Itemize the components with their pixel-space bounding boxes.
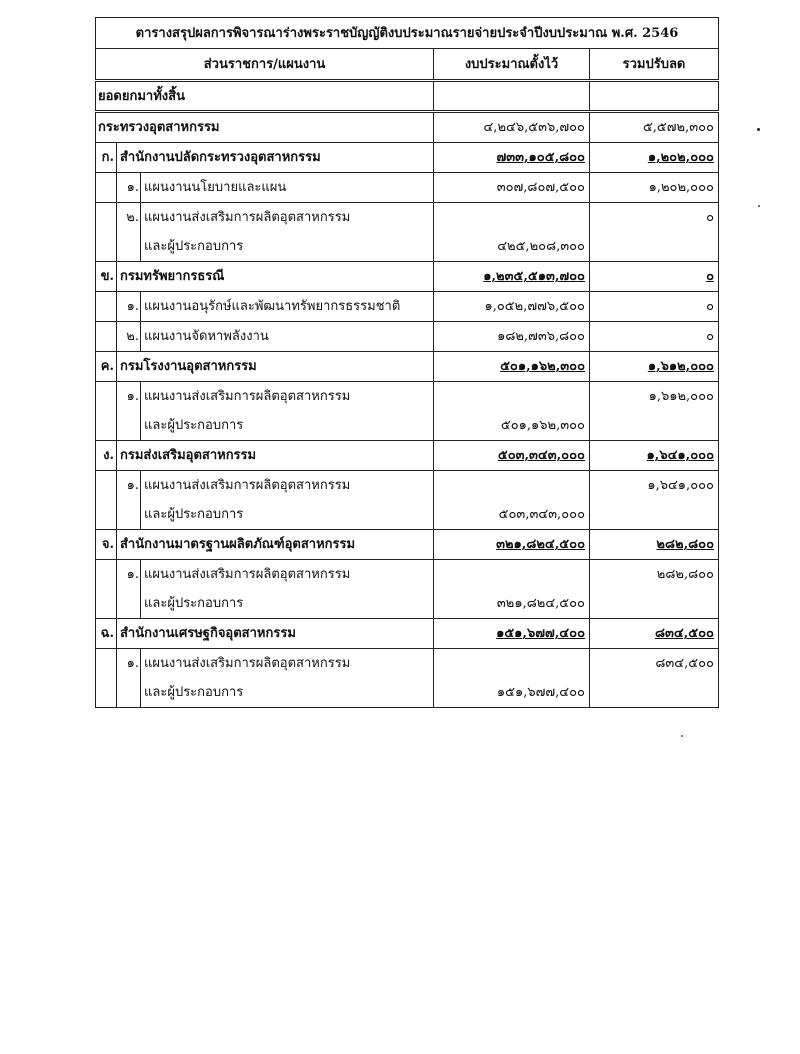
group-cut: ๑,๒๐๒,๐๐๐	[647, 150, 714, 165]
header-agency: ส่วนราชการ/แผนงาน	[96, 49, 434, 81]
budget-summary-sheet	[95, 17, 718, 708]
plan-cut: ๐	[706, 329, 714, 344]
plan-row	[96, 203, 719, 233]
group-cut: ๘๓๔,๕๐๐	[655, 626, 714, 641]
plan-row-continued	[96, 232, 719, 262]
plan-number-cell	[117, 322, 141, 351]
indent-column	[96, 292, 117, 321]
group-letter: ก.	[101, 150, 114, 165]
plan-number-cell	[117, 173, 141, 202]
plan-row	[96, 382, 719, 412]
indent-column	[96, 382, 117, 411]
plan-row	[96, 173, 719, 203]
plan-name: แผนงานส่งเสริมการผลิตอุตสาหกรรม	[144, 656, 351, 671]
plan-name-cell	[96, 500, 434, 530]
plan-budget: ๔๒๕,๒๐๘,๓๐๐	[497, 239, 585, 254]
plan-name: และผู้ประกอบการ	[144, 685, 244, 700]
plan-name: และผู้ประกอบการ	[144, 418, 244, 433]
group-name-cell	[96, 143, 434, 173]
plan-name-cell	[96, 411, 434, 441]
plan-number-cell	[117, 589, 141, 618]
group-name-cell	[96, 619, 434, 649]
group-cut: ๐	[706, 269, 714, 284]
plan-row	[96, 471, 719, 501]
plan-number-cell	[117, 500, 141, 529]
indent-column	[96, 678, 117, 707]
plan-number: ๑.	[126, 656, 139, 671]
group-budget: ๕๐๑,๑๖๒,๓๐๐	[500, 359, 585, 374]
plan-number-cell	[117, 411, 141, 440]
group-name: กรมส่งเสริมอุตสาหกรรม	[120, 448, 257, 463]
group-name: สำนักงานมาตรฐานผลิตภัณฑ์อุตสาหกรรม	[120, 537, 356, 552]
plan-row	[96, 560, 719, 590]
group-cut: ๑,๖๑๒,๐๐๐	[647, 359, 714, 374]
indent-column	[96, 203, 117, 232]
plan-name-cell	[96, 382, 434, 412]
group-letter: ข.	[100, 269, 114, 284]
table-header-row	[96, 49, 719, 81]
plan-name: แผนงานนโยบายและแผน	[144, 180, 287, 195]
plan-row-continued	[96, 500, 719, 530]
plan-row	[96, 322, 719, 352]
budget-table	[95, 17, 719, 708]
indent-column	[96, 560, 117, 589]
plan-name-cell	[96, 560, 434, 590]
plan-number-cell	[117, 560, 141, 589]
ministry-budget: ๔,๒๔๖,๕๓๖,๗๐๐	[434, 112, 590, 143]
plan-number: ๒.	[126, 210, 139, 225]
group-cut: ๑,๖๔๑,๐๐๐	[646, 448, 714, 463]
plan-number-cell	[117, 678, 141, 707]
group-budget: ๑,๒๓๕,๕๑๓,๗๐๐	[483, 269, 585, 284]
ministry-name: กระทรวงอุตสาหกรรม	[96, 112, 434, 143]
plan-number-cell	[117, 203, 141, 232]
indent-column	[96, 322, 117, 351]
scan-speck	[758, 205, 760, 207]
plan-name: และผู้ประกอบการ	[144, 596, 244, 611]
plan-budget: ๕๐๑,๑๖๒,๓๐๐	[500, 418, 585, 433]
plan-name: และผู้ประกอบการ	[144, 507, 244, 522]
indent-column	[96, 471, 117, 500]
group-letter: ค.	[100, 359, 114, 374]
plan-row	[96, 292, 719, 322]
plan-budget: ๑๘๒,๗๓๖,๘๐๐	[497, 329, 585, 344]
group-budget: ๕๐๓,๓๔๓,๐๐๐	[497, 448, 585, 463]
group-name-cell	[96, 262, 434, 292]
plan-name-cell	[96, 678, 434, 708]
plan-number-cell	[117, 649, 141, 678]
carried-forward-label: ยอดยกมาทั้งสิ้น	[96, 81, 434, 112]
carried-forward-budget	[434, 81, 590, 112]
plan-row	[96, 649, 719, 679]
budget-table-body	[96, 18, 719, 708]
plan-number: ๑.	[126, 299, 139, 314]
group-name-cell	[96, 352, 434, 382]
group-cut: ๒๘๒,๘๐๐	[656, 537, 714, 552]
group-budget: ๓๒๑,๘๒๔,๕๐๐	[496, 537, 585, 552]
plan-number: ๑.	[126, 389, 139, 404]
plan-cut: ๘๓๔,๕๐๐	[655, 656, 714, 671]
header-cut: รวมปรับลด	[590, 49, 719, 81]
plan-name-cell	[96, 173, 434, 203]
group-name: สำนักงานเศรษฐกิจอุตสาหกรรม	[120, 626, 296, 641]
plan-name: แผนงานส่งเสริมการผลิตอุตสาหกรรม	[144, 567, 351, 582]
group-letter: ง.	[103, 448, 114, 463]
group-name-cell	[96, 530, 434, 560]
group-letter: ฉ.	[100, 626, 114, 641]
plan-number: ๑.	[126, 567, 139, 582]
indent-column	[96, 173, 117, 202]
plan-number: ๑.	[126, 180, 139, 195]
plan-name: แผนงานอนุรักษ์และพัฒนาทรัพยากรธรรมชาติ	[144, 299, 401, 314]
indent-column	[96, 500, 117, 529]
plan-name: แผนงานส่งเสริมการผลิตอุตสาหกรรม	[144, 478, 351, 493]
plan-name: แผนงานจัดหาพลังงาน	[144, 329, 269, 344]
group-name: กรมโรงงานอุตสาหกรรม	[120, 359, 257, 374]
group-row	[96, 441, 719, 471]
group-name-cell	[96, 441, 434, 471]
plan-cut: ๐	[706, 210, 714, 225]
plan-name-cell	[96, 232, 434, 262]
plan-row-continued	[96, 589, 719, 619]
group-name: กรมทรัพยากรธรณี	[120, 269, 225, 284]
ministry-row	[96, 112, 719, 143]
group-budget: ๗๓๓,๑๐๕,๘๐๐	[496, 150, 585, 165]
plan-budget: ๑๕๑,๖๗๗,๔๐๐	[496, 685, 585, 700]
plan-name-cell	[96, 649, 434, 679]
group-row	[96, 352, 719, 382]
plan-name: แผนงานส่งเสริมการผลิตอุตสาหกรรม	[144, 210, 351, 225]
plan-budget: ๑,๐๕๒,๗๗๖,๕๐๐	[484, 299, 585, 314]
plan-number: ๑.	[126, 478, 139, 493]
plan-name-cell	[96, 203, 434, 233]
plan-number-cell	[117, 471, 141, 500]
table-title-row	[96, 18, 719, 49]
group-name: สำนักงานปลัดกระทรวงอุตสาหกรรม	[120, 150, 321, 165]
plan-cut: ๑,๒๐๒,๐๐๐	[648, 180, 714, 195]
ministry-cut: ๕,๕๗๒,๓๐๐	[590, 112, 719, 143]
header-budget: งบประมาณตั้งไว้	[434, 49, 590, 81]
plan-number: ๒.	[126, 329, 139, 344]
scan-speck	[757, 128, 760, 131]
plan-name: แผนงานส่งเสริมการผลิตอุตสาหกรรม	[144, 389, 351, 404]
plan-name-cell	[96, 589, 434, 619]
group-row	[96, 143, 719, 173]
plan-row-continued	[96, 678, 719, 708]
plan-number-cell	[117, 292, 141, 321]
carried-forward-row	[96, 81, 719, 112]
indent-column	[96, 649, 117, 678]
plan-budget: ๓๒๑,๘๒๔,๕๐๐	[496, 596, 585, 611]
plan-row-continued	[96, 411, 719, 441]
indent-column	[96, 589, 117, 618]
plan-cut: ๑,๖๑๒,๐๐๐	[648, 389, 714, 404]
scan-speck	[681, 735, 683, 737]
plan-name-cell	[96, 471, 434, 501]
plan-name-cell	[96, 322, 434, 352]
plan-cut: ๐	[706, 299, 714, 314]
table-title: ตารางสรุปผลการพิจารณาร่างพระราชบัญญัติงบประมาณรายจ่ายประจำปีงบประมาณ พ.ศ. 2546	[96, 18, 719, 49]
plan-budget: ๕๐๓,๓๔๓,๐๐๐	[498, 507, 585, 522]
plan-name: และผู้ประกอบการ	[144, 239, 244, 254]
indent-column	[96, 411, 117, 440]
group-row	[96, 619, 719, 649]
group-budget: ๑๕๑,๖๗๗,๔๐๐	[496, 626, 585, 641]
plan-name-cell	[96, 292, 434, 322]
plan-budget: ๓๐๗,๘๐๗,๕๐๐	[496, 180, 585, 195]
plan-cut: ๒๘๒,๘๐๐	[656, 567, 714, 582]
indent-column	[96, 232, 117, 261]
group-row	[96, 262, 719, 292]
plan-number-cell	[117, 232, 141, 261]
group-letter: จ.	[101, 537, 114, 552]
group-row	[96, 530, 719, 560]
carried-forward-cut	[590, 81, 719, 112]
plan-cut: ๑,๖๔๑,๐๐๐	[647, 478, 714, 493]
plan-number-cell	[117, 382, 141, 411]
